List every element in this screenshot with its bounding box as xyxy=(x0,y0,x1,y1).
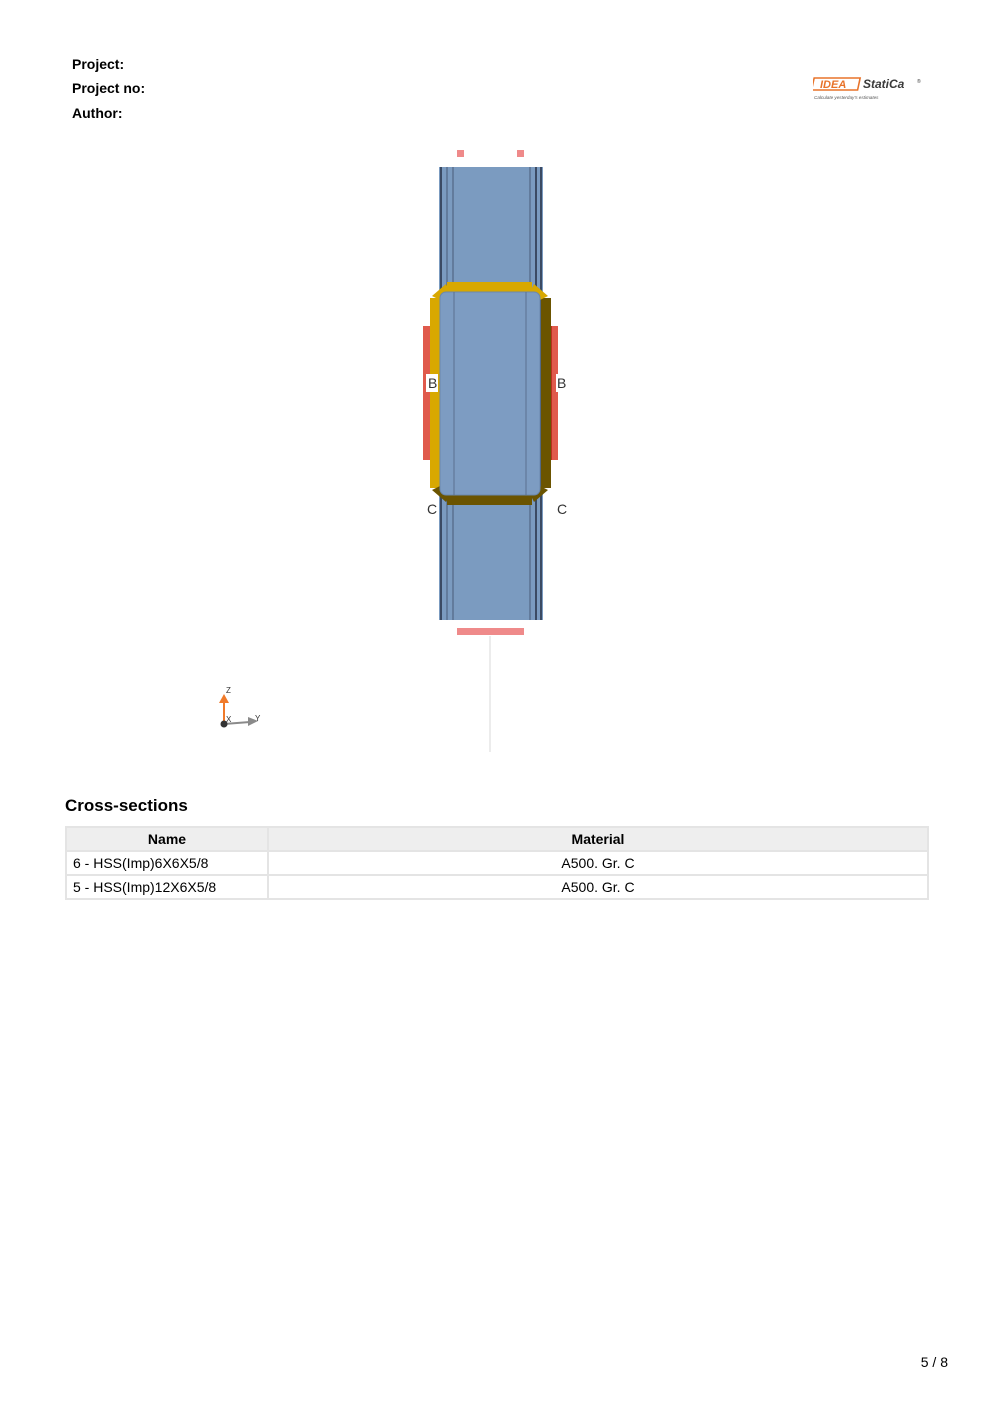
table-row xyxy=(66,851,928,875)
support-marker-top-right xyxy=(517,150,524,157)
table-row xyxy=(66,875,928,899)
section-title: Cross-sections xyxy=(65,796,188,815)
support-plate-bottom xyxy=(457,628,524,635)
page-number: 5 / 8 xyxy=(920,1354,948,1370)
project-label: Project: xyxy=(72,56,125,72)
support-marker-top-left xyxy=(457,150,464,157)
label-c-right: C xyxy=(557,501,568,517)
logo-statica-text: StatiCa xyxy=(863,77,905,91)
connected-member xyxy=(440,292,540,495)
logo-tagline: Calculate yesterday's estimates xyxy=(814,95,879,100)
axis-triad xyxy=(219,686,261,728)
axis-label-z: Z xyxy=(226,686,231,695)
author-label: Author: xyxy=(72,105,123,121)
column-header-name: Name xyxy=(66,827,268,851)
cell-name: 6 - HSS(Imp)6X6X5/8 xyxy=(66,851,268,875)
axis-label-y: Y xyxy=(255,714,261,723)
logo-idea-text: IDEA xyxy=(820,79,847,91)
cross-sections-table xyxy=(65,826,929,900)
label-c-left: C xyxy=(427,501,438,517)
cell-name: 5 - HSS(Imp)12X6X5/8 xyxy=(66,875,268,899)
project-no-label: Project no: xyxy=(72,80,146,96)
label-b-left: B xyxy=(428,375,438,391)
column-header-material: Material xyxy=(268,827,928,851)
cell-material: A500. Gr. C xyxy=(268,875,928,899)
cell-material: A500. Gr. C xyxy=(268,851,928,875)
logo-registered-mark: ® xyxy=(917,79,921,85)
label-b-right: B xyxy=(557,375,567,391)
table-header-row xyxy=(66,827,928,851)
axis-label-x: X xyxy=(226,715,232,724)
